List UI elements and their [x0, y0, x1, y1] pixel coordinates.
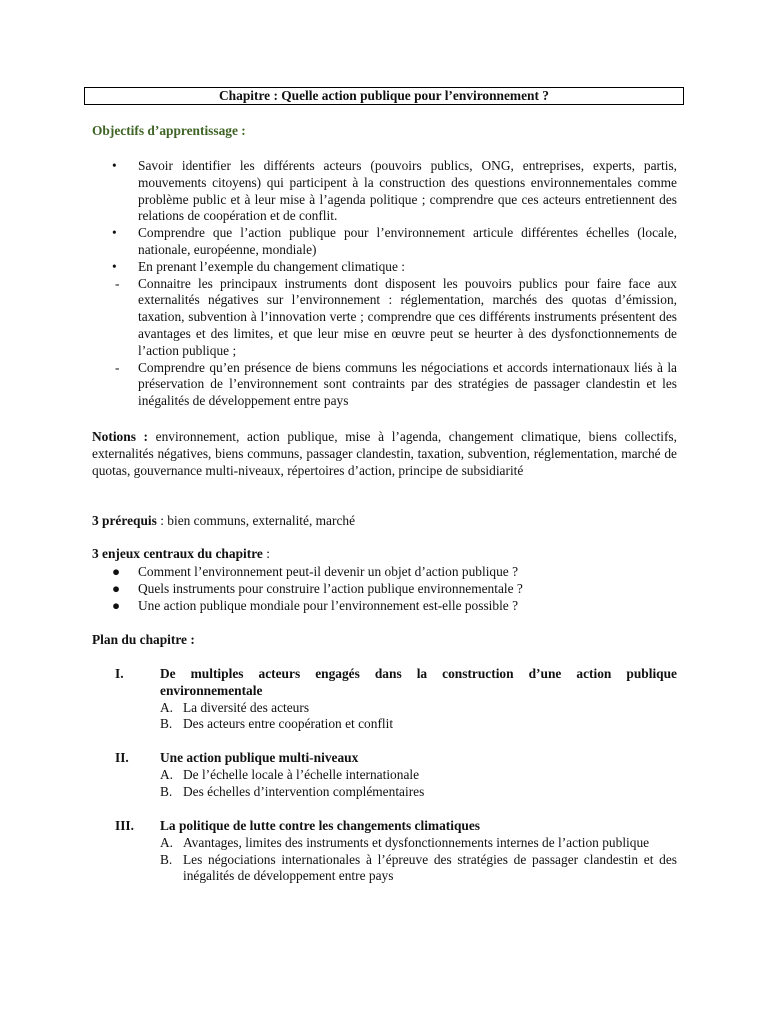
subpart-letter: A. [160, 699, 174, 715]
subpart [160, 852, 677, 886]
part-number: III. [115, 818, 134, 833]
issues-label: 3 enjeux centraux du chapitre [92, 546, 263, 561]
issue-item [112, 598, 677, 615]
prerequisites-label: 3 prérequis [92, 513, 157, 528]
dash-icon: - [115, 275, 120, 291]
subpart-text: De l’échelle locale à l’échelle internationale [183, 766, 420, 782]
objective-text: Comprendre que l’action publique pour l’environnement articule différentes échelles (locale, nationale, européenne, mondiale) [138, 225, 677, 257]
plan-heading: Plan du chapitre : [92, 632, 195, 647]
prerequisites-text: : bien communs, externalité, marché [156, 513, 356, 528]
bullet-icon: ● [112, 564, 121, 579]
prerequisites-paragraph [92, 513, 355, 530]
bullet-icon: • [112, 158, 117, 173]
subpart [160, 700, 677, 717]
objective-item [112, 259, 677, 276]
subpart [160, 716, 677, 733]
subpart-text: Les négociations internationales à l’épreuve des stratégies de passager clandestin et des inégalités de développement entre pays [183, 851, 677, 884]
objective-text: Savoir identifier les différents acteurs (pouvoirs publics, ONG, entreprises, experts, partis, mouvements citoyens) qui participent à la construction des questions environnementales comme problème public et à leur mise à l’agenda politique ; comprendre que ces acteurs entretiennent des relations de coopération et de conflit. [138, 158, 677, 224]
notions-label: Notions : [92, 429, 149, 444]
objective-text: Comprendre qu’en présence de biens communs les négociations et accords internationaux liés à la préservation de l’environnement sont contraints par des stratégies de passager clandestin et les inégalités de développement entre pays [138, 359, 677, 409]
dash-icon: - [115, 359, 120, 375]
part-number: II. [115, 750, 129, 765]
bullet-icon: ● [112, 580, 121, 596]
issue-item [112, 581, 677, 598]
plan-part [115, 750, 677, 800]
subpart-letter: B. [160, 783, 173, 799]
part-title: Une action publique multi-niveaux [160, 750, 359, 765]
issues-list [112, 564, 677, 614]
subpart-letter: A. [160, 766, 174, 782]
objective-dash-item [112, 276, 677, 360]
issue-text: Comment l’environnement peut-il devenir un objet d’action publique ? [138, 564, 519, 579]
bullet-icon: ● [112, 597, 121, 613]
subpart [160, 835, 677, 852]
notions-text: environnement, action publique, mise à l’agenda, changement climatique, biens collectifs, externalités négatives, biens communs, passager clandestin, taxation, subvention, réglementation, marché de quotas, gouvernance multi-niveaux, répertoires d’action, principe de subsidiarité [92, 429, 677, 478]
part-title: La politique de lutte contre les changements climatiques [160, 818, 480, 833]
subpart-text: Des échelles d’intervention complémentaires [183, 783, 425, 799]
objective-dash-item [112, 360, 677, 410]
objectives-heading: Objectifs d’apprentissage : [92, 123, 246, 138]
subpart [160, 784, 677, 801]
part-title: De multiples acteurs engagés dans la construction d’une action publique environnementale [160, 666, 677, 698]
part-number: I. [115, 666, 124, 681]
objective-item [112, 225, 677, 259]
subpart-letter: B. [160, 716, 173, 732]
issue-item [112, 564, 677, 581]
bullet-icon: • [112, 258, 117, 274]
subpart-letter: A. [160, 834, 174, 850]
issue-text: Quels instruments pour construire l’action publique environnementale ? [138, 580, 523, 596]
objective-text: En prenant l’exemple du changement climatique : [138, 258, 405, 274]
subpart-text: Des acteurs entre coopération et conflit [183, 716, 394, 732]
notions-paragraph [92, 429, 677, 479]
issue-text: Une action publique mondiale pour l’environnement est-elle possible ? [138, 597, 519, 613]
chapter-title: Chapitre : Quelle action publique pour l’environnement ? [84, 87, 684, 105]
objective-text: Connaitre les principaux instruments dont disposent les pouvoirs publics pour faire face aux externalités négatives sur l’environnement : réglementation, marchés des quotas d’émission, taxation, subvention à l’innovation verte ; comprendre que ces différents instruments présentent des avantages et des limites, et que leur mise en œuvre peut se heurter à des dysfonctionnements de l’action publique ; [138, 275, 677, 358]
subpart-text: La diversité des acteurs [183, 699, 310, 715]
subpart [160, 767, 677, 784]
objectives-list [112, 158, 677, 410]
subpart-text: Avantages, limites des instruments et dysfonctionnements internes de l’action publique [183, 834, 650, 850]
issues-suffix: : [262, 546, 270, 561]
objective-item [112, 158, 677, 225]
plan-part [115, 666, 677, 733]
plan-part [115, 818, 677, 885]
bullet-icon: • [112, 225, 117, 241]
issues-heading [92, 546, 270, 563]
subpart-letter: B. [160, 851, 173, 867]
